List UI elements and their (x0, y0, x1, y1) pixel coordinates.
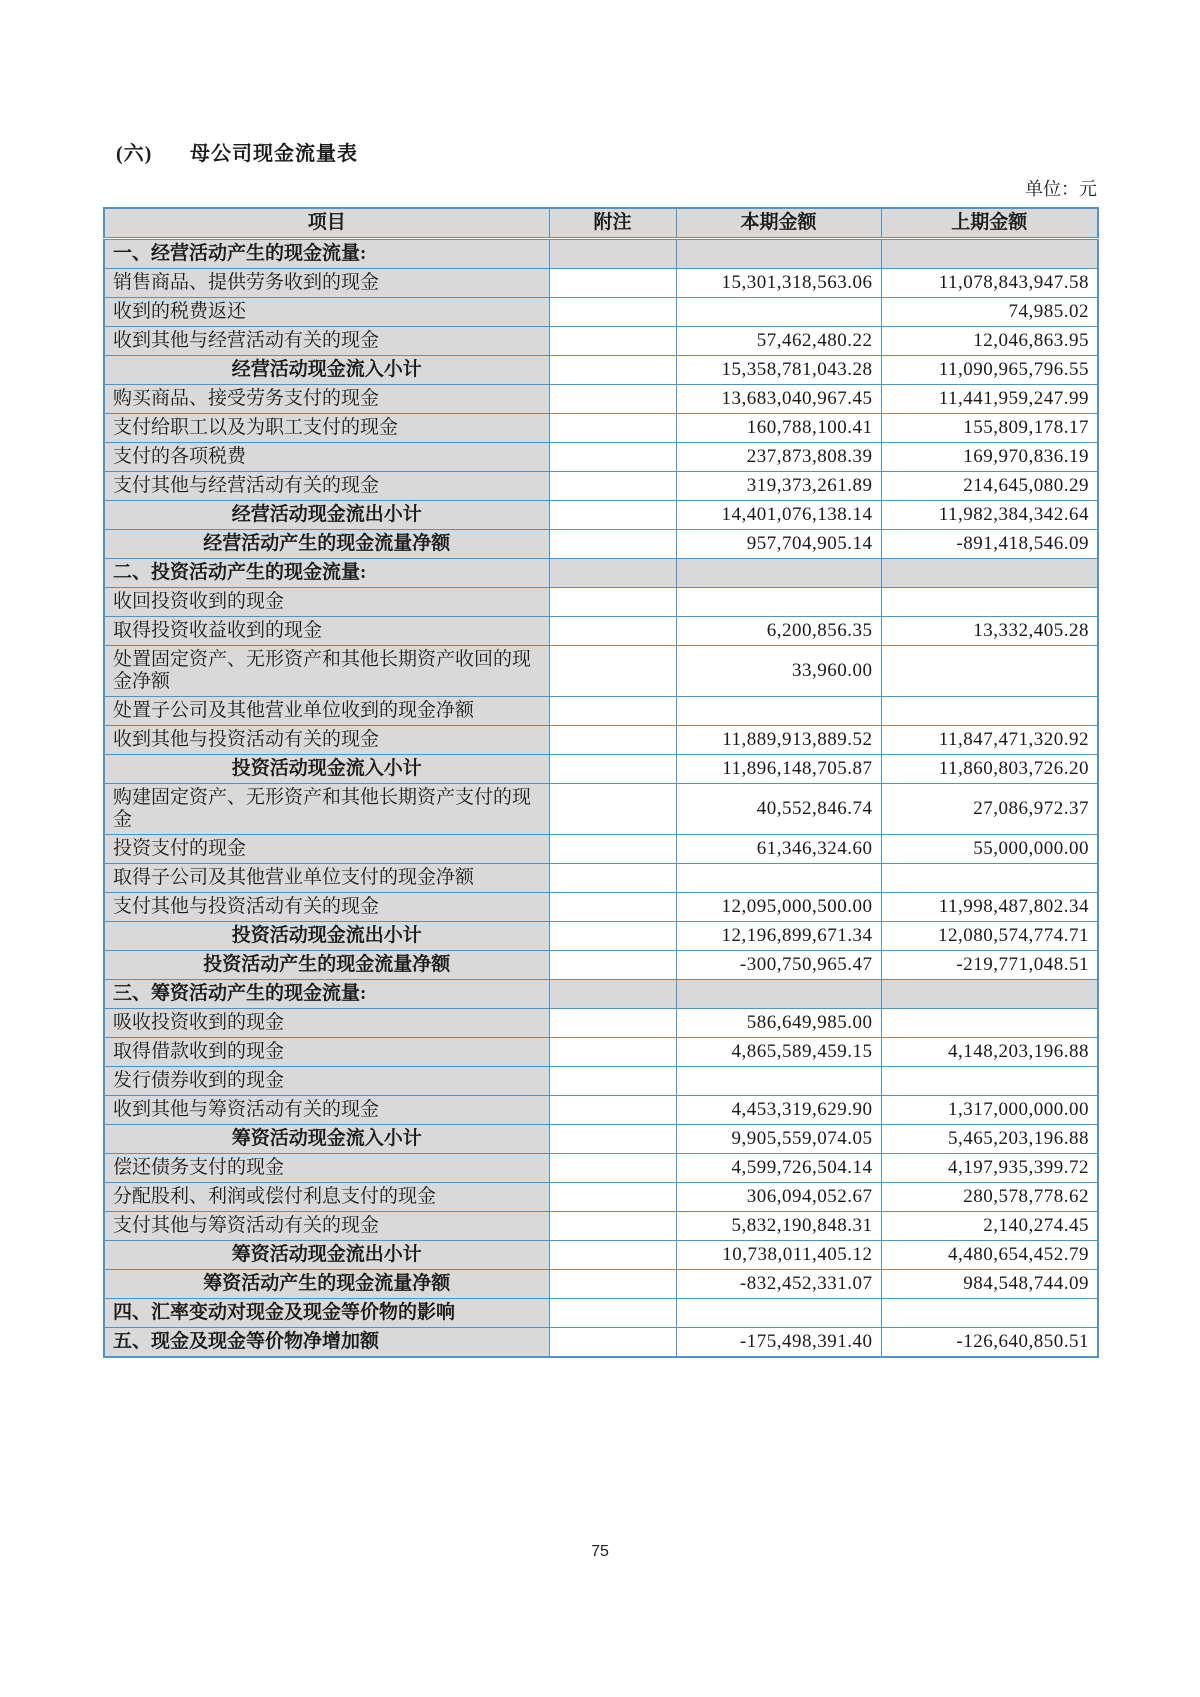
note-cell (549, 1125, 676, 1154)
note-cell (549, 239, 676, 269)
item-label-cell: 筹资活动现金流出小计 (104, 1241, 549, 1270)
current-amount-cell (676, 1299, 881, 1328)
current-amount-cell (676, 559, 881, 588)
prior-amount-cell: 4,197,935,399.72 (881, 1154, 1098, 1183)
current-amount-cell: 319,373,261.89 (676, 472, 881, 501)
note-cell (549, 327, 676, 356)
item-label-cell: 筹资活动现金流入小计 (104, 1125, 549, 1154)
prior-amount-cell (881, 697, 1098, 726)
current-amount-cell: 6,200,856.35 (676, 617, 881, 646)
item-label-cell: 收到其他与经营活动有关的现金 (104, 327, 549, 356)
table-row (104, 1067, 1098, 1096)
current-amount-cell: 11,896,148,705.87 (676, 755, 881, 784)
note-cell (549, 1241, 676, 1270)
note-cell (549, 893, 676, 922)
table-row (104, 1154, 1098, 1183)
note-cell (549, 1328, 676, 1358)
section-heading (116, 137, 358, 166)
table-row (104, 1299, 1098, 1328)
item-label-cell: 一、经营活动产生的现金流量: (104, 239, 549, 269)
current-amount-cell: 10,738,011,405.12 (676, 1241, 881, 1270)
current-amount-cell: 306,094,052.67 (676, 1183, 881, 1212)
item-label-cell: 经营活动现金流出小计 (104, 501, 549, 530)
current-amount-cell: 33,960.00 (676, 646, 881, 697)
prior-amount-cell (881, 646, 1098, 697)
table-row (104, 835, 1098, 864)
current-amount-cell: 57,462,480.22 (676, 327, 881, 356)
current-amount-cell: 237,873,808.39 (676, 443, 881, 472)
item-label-cell: 取得子公司及其他营业单位支付的现金净额 (104, 864, 549, 893)
current-amount-cell (676, 980, 881, 1009)
note-cell (549, 951, 676, 980)
prior-amount-cell: 11,090,965,796.55 (881, 356, 1098, 385)
table-row (104, 530, 1098, 559)
prior-amount-cell (881, 980, 1098, 1009)
current-amount-cell: 15,301,318,563.06 (676, 269, 881, 298)
current-amount-cell: 61,346,324.60 (676, 835, 881, 864)
note-cell (549, 501, 676, 530)
note-cell (549, 385, 676, 414)
prior-amount-cell: 11,860,803,726.20 (881, 755, 1098, 784)
unit-label: 单位：元 (1025, 179, 1097, 199)
table-row (104, 726, 1098, 755)
column-header-prior-amount: 上期金额 (881, 208, 1098, 239)
current-amount-cell: 11,889,913,889.52 (676, 726, 881, 755)
prior-amount-cell (881, 1009, 1098, 1038)
table-row (104, 646, 1098, 697)
section-number: (六) (116, 143, 153, 165)
note-cell (549, 784, 676, 835)
table-row (104, 559, 1098, 588)
table-row (104, 356, 1098, 385)
note-cell (549, 298, 676, 327)
item-label-cell: 五、现金及现金等价物净增加额 (104, 1328, 549, 1358)
current-amount-cell (676, 298, 881, 327)
current-amount-cell: -175,498,391.40 (676, 1328, 881, 1358)
prior-amount-cell: 169,970,836.19 (881, 443, 1098, 472)
current-amount-cell: 15,358,781,043.28 (676, 356, 881, 385)
current-amount-cell (676, 1067, 881, 1096)
note-cell (549, 472, 676, 501)
note-cell (549, 726, 676, 755)
table-row (104, 239, 1098, 269)
table-row (104, 864, 1098, 893)
table-row (104, 1009, 1098, 1038)
item-label-cell: 收到的税费返还 (104, 298, 549, 327)
note-cell (549, 835, 676, 864)
item-label-cell: 筹资活动产生的现金流量净额 (104, 1270, 549, 1299)
prior-amount-cell (881, 864, 1098, 893)
table-row (104, 501, 1098, 530)
prior-amount-cell: 11,982,384,342.64 (881, 501, 1098, 530)
current-amount-cell: 160,788,100.41 (676, 414, 881, 443)
item-label-cell: 支付给职工以及为职工支付的现金 (104, 414, 549, 443)
note-cell (549, 1009, 676, 1038)
note-cell (549, 588, 676, 617)
table-header-row (104, 208, 1098, 239)
table-row (104, 298, 1098, 327)
item-label-cell: 四、汇率变动对现金及现金等价物的影响 (104, 1299, 549, 1328)
table-row (104, 784, 1098, 835)
table-row (104, 1270, 1098, 1299)
note-cell (549, 559, 676, 588)
current-amount-cell (676, 239, 881, 269)
item-label-cell: 收到其他与筹资活动有关的现金 (104, 1096, 549, 1125)
prior-amount-cell: 27,086,972.37 (881, 784, 1098, 835)
note-cell (549, 443, 676, 472)
prior-amount-cell (881, 1067, 1098, 1096)
table-row (104, 1183, 1098, 1212)
prior-amount-cell: 12,080,574,774.71 (881, 922, 1098, 951)
current-amount-cell: 5,832,190,848.31 (676, 1212, 881, 1241)
prior-amount-cell (881, 1299, 1098, 1328)
note-cell (549, 1067, 676, 1096)
table-row (104, 1125, 1098, 1154)
prior-amount-cell: 214,645,080.29 (881, 472, 1098, 501)
item-label-cell: 支付其他与投资活动有关的现金 (104, 893, 549, 922)
prior-amount-cell: 280,578,778.62 (881, 1183, 1098, 1212)
prior-amount-cell: 55,000,000.00 (881, 835, 1098, 864)
prior-amount-cell: -126,640,850.51 (881, 1328, 1098, 1358)
item-label-cell: 收回投资收到的现金 (104, 588, 549, 617)
prior-amount-cell: 11,078,843,947.58 (881, 269, 1098, 298)
page-title: 母公司现金流量表 (190, 143, 358, 165)
item-label-cell: 收到其他与投资活动有关的现金 (104, 726, 549, 755)
table-row (104, 1096, 1098, 1125)
note-cell (549, 414, 676, 443)
table-row (104, 327, 1098, 356)
item-label-cell: 购买商品、接受劳务支付的现金 (104, 385, 549, 414)
current-amount-cell: 9,905,559,074.05 (676, 1125, 881, 1154)
prior-amount-cell: 11,998,487,802.34 (881, 893, 1098, 922)
table-row (104, 269, 1098, 298)
note-cell (549, 1270, 676, 1299)
table-row (104, 472, 1098, 501)
table-row (104, 951, 1098, 980)
note-cell (549, 1038, 676, 1067)
prior-amount-cell: -219,771,048.51 (881, 951, 1098, 980)
item-label-cell: 吸收投资收到的现金 (104, 1009, 549, 1038)
note-cell (549, 980, 676, 1009)
item-label-cell: 偿还债务支付的现金 (104, 1154, 549, 1183)
prior-amount-cell: 74,985.02 (881, 298, 1098, 327)
item-label-cell: 投资活动产生的现金流量净额 (104, 951, 549, 980)
table-row (104, 1328, 1098, 1358)
current-amount-cell: 4,599,726,504.14 (676, 1154, 881, 1183)
current-amount-cell: 4,453,319,629.90 (676, 1096, 881, 1125)
item-label-cell: 三、筹资活动产生的现金流量: (104, 980, 549, 1009)
prior-amount-cell: 155,809,178.17 (881, 414, 1098, 443)
note-cell (549, 755, 676, 784)
current-amount-cell: 957,704,905.14 (676, 530, 881, 559)
note-cell (549, 697, 676, 726)
current-amount-cell: 12,196,899,671.34 (676, 922, 881, 951)
table-row (104, 697, 1098, 726)
prior-amount-cell: 11,441,959,247.99 (881, 385, 1098, 414)
note-cell (549, 269, 676, 298)
table-row (104, 980, 1098, 1009)
table-row (104, 893, 1098, 922)
page-number: 75 (591, 1543, 609, 1560)
prior-amount-cell: -891,418,546.09 (881, 530, 1098, 559)
item-label-cell: 支付的各项税费 (104, 443, 549, 472)
item-label-cell: 经营活动现金流入小计 (104, 356, 549, 385)
prior-amount-cell (881, 559, 1098, 588)
table-row (104, 755, 1098, 784)
current-amount-cell: -300,750,965.47 (676, 951, 881, 980)
current-amount-cell: 14,401,076,138.14 (676, 501, 881, 530)
current-amount-cell: 13,683,040,967.45 (676, 385, 881, 414)
table-row (104, 922, 1098, 951)
prior-amount-cell: 13,332,405.28 (881, 617, 1098, 646)
item-label-cell: 分配股利、利润或偿付利息支付的现金 (104, 1183, 549, 1212)
item-label-cell: 投资活动现金流入小计 (104, 755, 549, 784)
table-row (104, 443, 1098, 472)
prior-amount-cell: 2,140,274.45 (881, 1212, 1098, 1241)
prior-amount-cell: 12,046,863.95 (881, 327, 1098, 356)
table-row (104, 617, 1098, 646)
cash-flow-table (103, 207, 1099, 1358)
table-row (104, 385, 1098, 414)
current-amount-cell (676, 588, 881, 617)
item-label-cell: 处置固定资产、无形资产和其他长期资产收回的现金净额 (104, 646, 549, 697)
table-row (104, 1212, 1098, 1241)
prior-amount-cell: 4,480,654,452.79 (881, 1241, 1098, 1270)
item-label-cell: 支付其他与筹资活动有关的现金 (104, 1212, 549, 1241)
item-label-cell: 购建固定资产、无形资产和其他长期资产支付的现金 (104, 784, 549, 835)
current-amount-cell (676, 697, 881, 726)
prior-amount-cell: 1,317,000,000.00 (881, 1096, 1098, 1125)
table-row (104, 1241, 1098, 1270)
note-cell (549, 1212, 676, 1241)
table-row (104, 588, 1098, 617)
note-cell (549, 356, 676, 385)
current-amount-cell: 40,552,846.74 (676, 784, 881, 835)
note-cell (549, 646, 676, 697)
note-cell (549, 1183, 676, 1212)
table-row (104, 1038, 1098, 1067)
note-cell (549, 617, 676, 646)
current-amount-cell: 12,095,000,500.00 (676, 893, 881, 922)
prior-amount-cell: 5,465,203,196.88 (881, 1125, 1098, 1154)
column-header-item: 项目 (104, 208, 549, 239)
current-amount-cell: 586,649,985.00 (676, 1009, 881, 1038)
prior-amount-cell: 984,548,744.09 (881, 1270, 1098, 1299)
item-label-cell: 处置子公司及其他营业单位收到的现金净额 (104, 697, 549, 726)
column-header-current-amount: 本期金额 (676, 208, 881, 239)
prior-amount-cell (881, 588, 1098, 617)
item-label-cell: 经营活动产生的现金流量净额 (104, 530, 549, 559)
item-label-cell: 发行债券收到的现金 (104, 1067, 549, 1096)
item-label-cell: 取得借款收到的现金 (104, 1038, 549, 1067)
item-label-cell: 取得投资收益收到的现金 (104, 617, 549, 646)
item-label-cell: 支付其他与经营活动有关的现金 (104, 472, 549, 501)
item-label-cell: 二、投资活动产生的现金流量: (104, 559, 549, 588)
note-cell (549, 530, 676, 559)
table-row (104, 414, 1098, 443)
note-cell (549, 1299, 676, 1328)
item-label-cell: 投资支付的现金 (104, 835, 549, 864)
note-cell (549, 864, 676, 893)
column-header-note: 附注 (549, 208, 676, 239)
current-amount-cell: 4,865,589,459.15 (676, 1038, 881, 1067)
note-cell (549, 922, 676, 951)
note-cell (549, 1154, 676, 1183)
prior-amount-cell: 11,847,471,320.92 (881, 726, 1098, 755)
item-label-cell: 销售商品、提供劳务收到的现金 (104, 269, 549, 298)
prior-amount-cell: 4,148,203,196.88 (881, 1038, 1098, 1067)
note-cell (549, 1096, 676, 1125)
current-amount-cell: -832,452,331.07 (676, 1270, 881, 1299)
prior-amount-cell (881, 239, 1098, 269)
item-label-cell: 投资活动现金流出小计 (104, 922, 549, 951)
current-amount-cell (676, 864, 881, 893)
